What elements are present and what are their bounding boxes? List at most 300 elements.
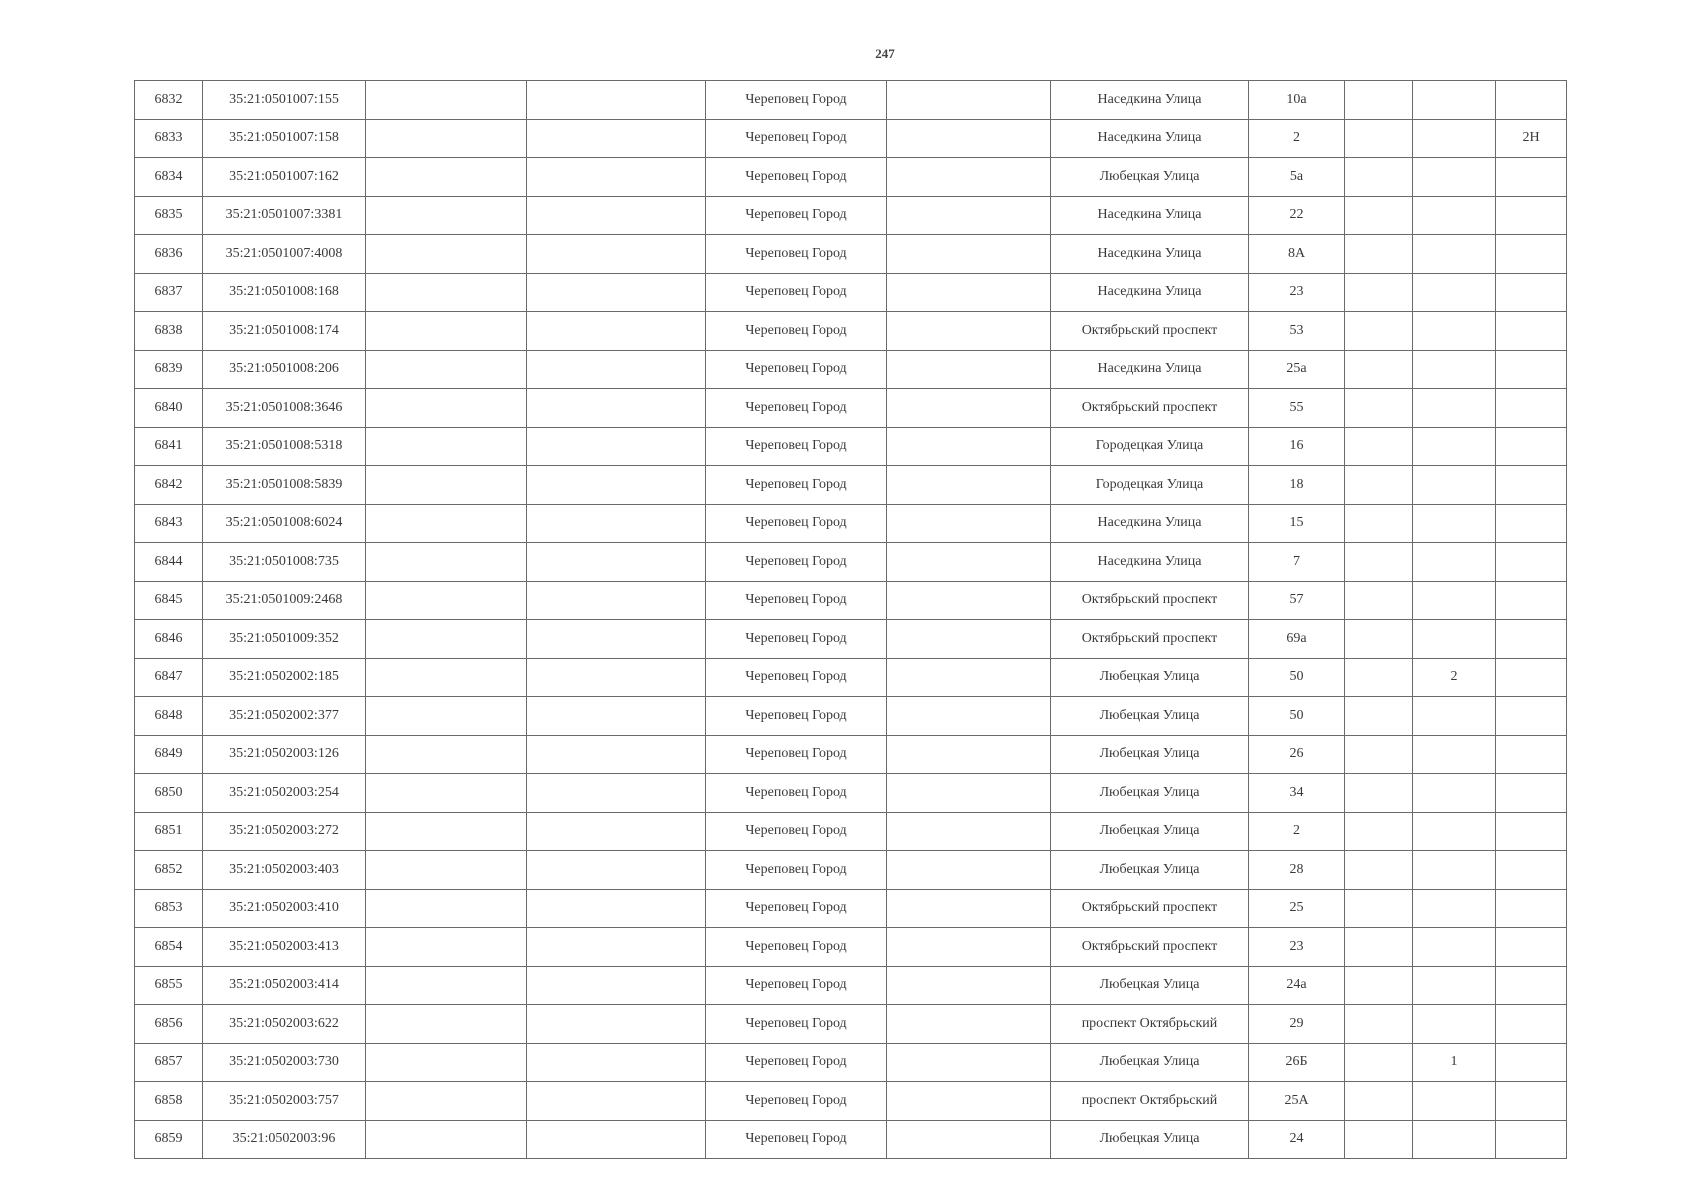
premises-cell bbox=[1496, 620, 1567, 659]
cadastral-number-cell: 35:21:0501008:174 bbox=[203, 312, 366, 351]
cadastral-number-cell: 35:21:0502002:185 bbox=[203, 658, 366, 697]
city-cell: Череповец Город bbox=[706, 581, 887, 620]
empty-cell bbox=[366, 966, 527, 1005]
empty-cell bbox=[887, 658, 1051, 697]
table-row bbox=[135, 1082, 1567, 1121]
house-number-cell: 16 bbox=[1249, 427, 1345, 466]
city-cell: Череповец Город bbox=[706, 350, 887, 389]
table-row bbox=[135, 851, 1567, 890]
empty-cell bbox=[887, 697, 1051, 736]
cadastral-number-cell: 35:21:0502003:622 bbox=[203, 1005, 366, 1044]
empty-cell bbox=[366, 235, 527, 274]
table-row bbox=[135, 350, 1567, 389]
building-cell bbox=[1413, 81, 1496, 120]
table-row bbox=[135, 697, 1567, 736]
house-number-cell: 5а bbox=[1249, 158, 1345, 197]
city-cell: Череповец Город bbox=[706, 851, 887, 890]
empty-cell bbox=[527, 735, 706, 774]
empty-cell bbox=[887, 81, 1051, 120]
premises-cell bbox=[1496, 312, 1567, 351]
empty-cell bbox=[366, 1082, 527, 1121]
table-row bbox=[135, 966, 1567, 1005]
street-cell: проспект Октябрьский bbox=[1051, 1082, 1249, 1121]
city-cell: Череповец Город bbox=[706, 389, 887, 428]
empty-cell bbox=[527, 350, 706, 389]
table-row bbox=[135, 235, 1567, 274]
city-cell: Череповец Город bbox=[706, 81, 887, 120]
street-cell: Любецкая Улица bbox=[1051, 735, 1249, 774]
premises-cell bbox=[1496, 774, 1567, 813]
empty-cell bbox=[887, 928, 1051, 967]
empty-cell bbox=[366, 812, 527, 851]
city-cell: Череповец Город bbox=[706, 543, 887, 582]
street-cell: Наседкина Улица bbox=[1051, 273, 1249, 312]
row-number-cell: 6854 bbox=[135, 928, 203, 967]
row-number-cell: 6852 bbox=[135, 851, 203, 890]
premises-cell bbox=[1496, 1120, 1567, 1159]
cadastral-number-cell: 35:21:0502003:414 bbox=[203, 966, 366, 1005]
empty-cell bbox=[887, 1043, 1051, 1082]
empty-cell bbox=[527, 1005, 706, 1044]
premises-cell bbox=[1496, 697, 1567, 736]
empty-cell bbox=[527, 928, 706, 967]
house-number-cell: 26 bbox=[1249, 735, 1345, 774]
empty-cell bbox=[366, 774, 527, 813]
empty-cell bbox=[1345, 389, 1413, 428]
building-cell bbox=[1413, 735, 1496, 774]
street-cell: Любецкая Улица bbox=[1051, 812, 1249, 851]
house-number-cell: 10а bbox=[1249, 81, 1345, 120]
street-cell: Городецкая Улица bbox=[1051, 427, 1249, 466]
empty-cell bbox=[527, 235, 706, 274]
premises-cell bbox=[1496, 1005, 1567, 1044]
empty-cell bbox=[527, 966, 706, 1005]
row-number-cell: 6834 bbox=[135, 158, 203, 197]
house-number-cell: 53 bbox=[1249, 312, 1345, 351]
table-row bbox=[135, 119, 1567, 158]
cadastral-number-cell: 35:21:0502003:410 bbox=[203, 889, 366, 928]
city-cell: Череповец Город bbox=[706, 196, 887, 235]
city-cell: Череповец Город bbox=[706, 812, 887, 851]
cadastral-number-cell: 35:21:0501008:206 bbox=[203, 350, 366, 389]
city-cell: Череповец Город bbox=[706, 158, 887, 197]
city-cell: Череповец Город bbox=[706, 1043, 887, 1082]
empty-cell bbox=[527, 196, 706, 235]
street-cell: Наседкина Улица bbox=[1051, 196, 1249, 235]
row-number-cell: 6851 bbox=[135, 812, 203, 851]
row-number-cell: 6833 bbox=[135, 119, 203, 158]
premises-cell bbox=[1496, 1043, 1567, 1082]
row-number-cell: 6859 bbox=[135, 1120, 203, 1159]
empty-cell bbox=[366, 81, 527, 120]
empty-cell bbox=[887, 427, 1051, 466]
table-row bbox=[135, 466, 1567, 505]
empty-cell bbox=[527, 812, 706, 851]
table-row bbox=[135, 889, 1567, 928]
house-number-cell: 24а bbox=[1249, 966, 1345, 1005]
house-number-cell: 69а bbox=[1249, 620, 1345, 659]
table-row bbox=[135, 735, 1567, 774]
table-row bbox=[135, 1043, 1567, 1082]
empty-cell bbox=[887, 235, 1051, 274]
cadastral-number-cell: 35:21:0501008:3646 bbox=[203, 389, 366, 428]
empty-cell bbox=[366, 620, 527, 659]
cadastral-number-cell: 35:21:0501009:2468 bbox=[203, 581, 366, 620]
house-number-cell: 2 bbox=[1249, 812, 1345, 851]
building-cell bbox=[1413, 928, 1496, 967]
house-number-cell: 57 bbox=[1249, 581, 1345, 620]
house-number-cell: 23 bbox=[1249, 928, 1345, 967]
empty-cell bbox=[527, 581, 706, 620]
table-row bbox=[135, 427, 1567, 466]
empty-cell bbox=[366, 543, 527, 582]
city-cell: Череповец Город bbox=[706, 119, 887, 158]
empty-cell bbox=[1345, 119, 1413, 158]
cadastral-number-cell: 35:21:0502003:730 bbox=[203, 1043, 366, 1082]
empty-cell bbox=[527, 119, 706, 158]
city-cell: Череповец Город bbox=[706, 1120, 887, 1159]
street-cell: Любецкая Улица bbox=[1051, 1120, 1249, 1159]
house-number-cell: 55 bbox=[1249, 389, 1345, 428]
street-cell: Октябрьский проспект bbox=[1051, 928, 1249, 967]
building-cell bbox=[1413, 1120, 1496, 1159]
empty-cell bbox=[887, 581, 1051, 620]
city-cell: Череповец Город bbox=[706, 466, 887, 505]
row-number-cell: 6848 bbox=[135, 697, 203, 736]
building-cell bbox=[1413, 312, 1496, 351]
city-cell: Череповец Город bbox=[706, 273, 887, 312]
premises-cell bbox=[1496, 235, 1567, 274]
empty-cell bbox=[887, 504, 1051, 543]
empty-cell bbox=[1345, 1043, 1413, 1082]
empty-cell bbox=[1345, 658, 1413, 697]
cadastral-number-cell: 35:21:0502003:757 bbox=[203, 1082, 366, 1121]
row-number-cell: 6835 bbox=[135, 196, 203, 235]
empty-cell bbox=[1345, 581, 1413, 620]
building-cell bbox=[1413, 273, 1496, 312]
empty-cell bbox=[1345, 1082, 1413, 1121]
city-cell: Череповец Город bbox=[706, 735, 887, 774]
cadastral-number-cell: 35:21:0502003:272 bbox=[203, 812, 366, 851]
city-cell: Череповец Город bbox=[706, 427, 887, 466]
row-number-cell: 6858 bbox=[135, 1082, 203, 1121]
table-row bbox=[135, 196, 1567, 235]
row-number-cell: 6856 bbox=[135, 1005, 203, 1044]
house-number-cell: 50 bbox=[1249, 658, 1345, 697]
table-body bbox=[135, 81, 1567, 1159]
street-cell: Наседкина Улица bbox=[1051, 504, 1249, 543]
empty-cell bbox=[366, 350, 527, 389]
empty-cell bbox=[527, 543, 706, 582]
empty-cell bbox=[887, 466, 1051, 505]
cadastral-number-cell: 35:21:0501008:6024 bbox=[203, 504, 366, 543]
table-row bbox=[135, 620, 1567, 659]
city-cell: Череповец Город bbox=[706, 235, 887, 274]
empty-cell bbox=[366, 1005, 527, 1044]
row-number-cell: 6839 bbox=[135, 350, 203, 389]
empty-cell bbox=[1345, 1120, 1413, 1159]
row-number-cell: 6849 bbox=[135, 735, 203, 774]
table-row bbox=[135, 1120, 1567, 1159]
empty-cell bbox=[887, 119, 1051, 158]
empty-cell bbox=[1345, 235, 1413, 274]
cadastral-number-cell: 35:21:0501007:158 bbox=[203, 119, 366, 158]
premises-cell bbox=[1496, 504, 1567, 543]
empty-cell bbox=[527, 158, 706, 197]
cadastral-number-cell: 35:21:0502002:377 bbox=[203, 697, 366, 736]
building-cell bbox=[1413, 966, 1496, 1005]
building-cell bbox=[1413, 504, 1496, 543]
page-number: 247 bbox=[875, 46, 895, 61]
street-cell: Наседкина Улица bbox=[1051, 350, 1249, 389]
row-number-cell: 6845 bbox=[135, 581, 203, 620]
premises-cell bbox=[1496, 889, 1567, 928]
cadastral-number-cell: 35:21:0502003:403 bbox=[203, 851, 366, 890]
empty-cell bbox=[887, 389, 1051, 428]
empty-cell bbox=[887, 1120, 1051, 1159]
empty-cell bbox=[1345, 966, 1413, 1005]
house-number-cell: 2 bbox=[1249, 119, 1345, 158]
building-cell bbox=[1413, 466, 1496, 505]
row-number-cell: 6844 bbox=[135, 543, 203, 582]
street-cell: Наседкина Улица bbox=[1051, 119, 1249, 158]
city-cell: Череповец Город bbox=[706, 928, 887, 967]
house-number-cell: 28 bbox=[1249, 851, 1345, 890]
empty-cell bbox=[366, 1043, 527, 1082]
building-cell bbox=[1413, 1005, 1496, 1044]
empty-cell bbox=[887, 812, 1051, 851]
table-row bbox=[135, 389, 1567, 428]
building-cell bbox=[1413, 851, 1496, 890]
row-number-cell: 6842 bbox=[135, 466, 203, 505]
house-number-cell: 34 bbox=[1249, 774, 1345, 813]
premises-cell bbox=[1496, 581, 1567, 620]
empty-cell bbox=[887, 543, 1051, 582]
premises-cell bbox=[1496, 735, 1567, 774]
building-cell bbox=[1413, 1082, 1496, 1121]
building-cell bbox=[1413, 196, 1496, 235]
cadastral-number-cell: 35:21:0501007:4008 bbox=[203, 235, 366, 274]
building-cell bbox=[1413, 119, 1496, 158]
premises-cell bbox=[1496, 1082, 1567, 1121]
empty-cell bbox=[366, 735, 527, 774]
premises-cell bbox=[1496, 350, 1567, 389]
premises-cell: 2Н bbox=[1496, 119, 1567, 158]
empty-cell bbox=[1345, 735, 1413, 774]
empty-cell bbox=[887, 1082, 1051, 1121]
street-cell: Городецкая Улица bbox=[1051, 466, 1249, 505]
empty-cell bbox=[366, 928, 527, 967]
empty-cell bbox=[366, 427, 527, 466]
empty-cell bbox=[366, 889, 527, 928]
empty-cell bbox=[887, 1005, 1051, 1044]
empty-cell bbox=[887, 620, 1051, 659]
empty-cell bbox=[1345, 889, 1413, 928]
empty-cell bbox=[527, 312, 706, 351]
house-number-cell: 25 bbox=[1249, 889, 1345, 928]
empty-cell bbox=[366, 1120, 527, 1159]
row-number-cell: 6855 bbox=[135, 966, 203, 1005]
cadastral-number-cell: 35:21:0502003:254 bbox=[203, 774, 366, 813]
house-number-cell: 8А bbox=[1249, 235, 1345, 274]
premises-cell bbox=[1496, 543, 1567, 582]
empty-cell bbox=[1345, 273, 1413, 312]
street-cell: Любецкая Улица bbox=[1051, 697, 1249, 736]
city-cell: Череповец Город bbox=[706, 1005, 887, 1044]
empty-cell bbox=[366, 389, 527, 428]
empty-cell bbox=[366, 466, 527, 505]
street-cell: Любецкая Улица bbox=[1051, 158, 1249, 197]
building-cell bbox=[1413, 350, 1496, 389]
premises-cell bbox=[1496, 196, 1567, 235]
premises-cell bbox=[1496, 966, 1567, 1005]
city-cell: Череповец Город bbox=[706, 1082, 887, 1121]
empty-cell bbox=[1345, 466, 1413, 505]
house-number-cell: 29 bbox=[1249, 1005, 1345, 1044]
row-number-cell: 6836 bbox=[135, 235, 203, 274]
premises-cell bbox=[1496, 427, 1567, 466]
empty-cell bbox=[527, 851, 706, 890]
house-number-cell: 24 bbox=[1249, 1120, 1345, 1159]
street-cell: Октябрьский проспект bbox=[1051, 389, 1249, 428]
building-cell bbox=[1413, 812, 1496, 851]
cadastral-number-cell: 35:21:0501007:3381 bbox=[203, 196, 366, 235]
city-cell: Череповец Город bbox=[706, 889, 887, 928]
building-cell bbox=[1413, 889, 1496, 928]
building-cell bbox=[1413, 620, 1496, 659]
cadastral-number-cell: 35:21:0501008:168 bbox=[203, 273, 366, 312]
empty-cell bbox=[1345, 312, 1413, 351]
building-cell bbox=[1413, 581, 1496, 620]
street-cell: Октябрьский проспект bbox=[1051, 889, 1249, 928]
empty-cell bbox=[1345, 1005, 1413, 1044]
empty-cell bbox=[1345, 427, 1413, 466]
row-number-cell: 6853 bbox=[135, 889, 203, 928]
cadastral-number-cell: 35:21:0501008:735 bbox=[203, 543, 366, 582]
empty-cell bbox=[366, 119, 527, 158]
empty-cell bbox=[527, 774, 706, 813]
cadastral-number-cell: 35:21:0501007:155 bbox=[203, 81, 366, 120]
building-cell: 1 bbox=[1413, 1043, 1496, 1082]
street-cell: Октябрьский проспект bbox=[1051, 620, 1249, 659]
premises-cell bbox=[1496, 158, 1567, 197]
city-cell: Череповец Город bbox=[706, 774, 887, 813]
building-cell bbox=[1413, 543, 1496, 582]
house-number-cell: 22 bbox=[1249, 196, 1345, 235]
empty-cell bbox=[1345, 158, 1413, 197]
city-cell: Череповец Город bbox=[706, 620, 887, 659]
table-row bbox=[135, 504, 1567, 543]
row-number-cell: 6846 bbox=[135, 620, 203, 659]
street-cell: Любецкая Улица bbox=[1051, 1043, 1249, 1082]
house-number-cell: 25А bbox=[1249, 1082, 1345, 1121]
building-cell: 2 bbox=[1413, 658, 1496, 697]
empty-cell bbox=[1345, 774, 1413, 813]
table-row bbox=[135, 1005, 1567, 1044]
row-number-cell: 6840 bbox=[135, 389, 203, 428]
row-number-cell: 6838 bbox=[135, 312, 203, 351]
building-cell bbox=[1413, 158, 1496, 197]
row-number-cell: 6841 bbox=[135, 427, 203, 466]
empty-cell bbox=[1345, 81, 1413, 120]
city-cell: Череповец Город bbox=[706, 658, 887, 697]
building-cell bbox=[1413, 427, 1496, 466]
cadastral-number-cell: 35:21:0501009:352 bbox=[203, 620, 366, 659]
building-cell bbox=[1413, 235, 1496, 274]
empty-cell bbox=[527, 889, 706, 928]
empty-cell bbox=[366, 273, 527, 312]
empty-cell bbox=[527, 1082, 706, 1121]
row-number-cell: 6857 bbox=[135, 1043, 203, 1082]
city-cell: Череповец Город bbox=[706, 504, 887, 543]
street-cell: Любецкая Улица bbox=[1051, 774, 1249, 813]
table-row bbox=[135, 158, 1567, 197]
table-row bbox=[135, 273, 1567, 312]
empty-cell bbox=[366, 196, 527, 235]
street-cell: Наседкина Улица bbox=[1051, 543, 1249, 582]
cadastral-number-cell: 35:21:0502003:126 bbox=[203, 735, 366, 774]
empty-cell bbox=[1345, 543, 1413, 582]
premises-cell bbox=[1496, 812, 1567, 851]
table-row bbox=[135, 81, 1567, 120]
empty-cell bbox=[1345, 928, 1413, 967]
house-number-cell: 25а bbox=[1249, 350, 1345, 389]
empty-cell bbox=[527, 1043, 706, 1082]
empty-cell bbox=[1345, 350, 1413, 389]
street-cell: Октябрьский проспект bbox=[1051, 581, 1249, 620]
cadastral-number-cell: 35:21:0502003:413 bbox=[203, 928, 366, 967]
empty-cell bbox=[1345, 851, 1413, 890]
table-row bbox=[135, 658, 1567, 697]
cadastral-number-cell: 35:21:0501007:162 bbox=[203, 158, 366, 197]
building-cell bbox=[1413, 697, 1496, 736]
empty-cell bbox=[527, 273, 706, 312]
empty-cell bbox=[887, 196, 1051, 235]
city-cell: Череповец Город bbox=[706, 697, 887, 736]
empty-cell bbox=[1345, 196, 1413, 235]
empty-cell bbox=[366, 581, 527, 620]
empty-cell bbox=[887, 312, 1051, 351]
premises-cell bbox=[1496, 273, 1567, 312]
empty-cell bbox=[887, 966, 1051, 1005]
house-number-cell: 15 bbox=[1249, 504, 1345, 543]
street-cell: Любецкая Улица bbox=[1051, 658, 1249, 697]
empty-cell bbox=[887, 889, 1051, 928]
empty-cell bbox=[527, 1120, 706, 1159]
house-number-cell: 18 bbox=[1249, 466, 1345, 505]
street-cell: проспект Октябрьский bbox=[1051, 1005, 1249, 1044]
empty-cell bbox=[527, 466, 706, 505]
empty-cell bbox=[887, 735, 1051, 774]
premises-cell bbox=[1496, 658, 1567, 697]
premises-cell bbox=[1496, 81, 1567, 120]
empty-cell bbox=[527, 504, 706, 543]
premises-cell bbox=[1496, 389, 1567, 428]
empty-cell bbox=[366, 851, 527, 890]
row-number-cell: 6843 bbox=[135, 504, 203, 543]
empty-cell bbox=[1345, 620, 1413, 659]
registry-table bbox=[134, 80, 1567, 1159]
table-row bbox=[135, 581, 1567, 620]
street-cell: Любецкая Улица bbox=[1051, 966, 1249, 1005]
table-row bbox=[135, 543, 1567, 582]
empty-cell bbox=[527, 620, 706, 659]
row-number-cell: 6832 bbox=[135, 81, 203, 120]
row-number-cell: 6837 bbox=[135, 273, 203, 312]
empty-cell bbox=[887, 774, 1051, 813]
empty-cell bbox=[527, 697, 706, 736]
empty-cell bbox=[887, 851, 1051, 890]
